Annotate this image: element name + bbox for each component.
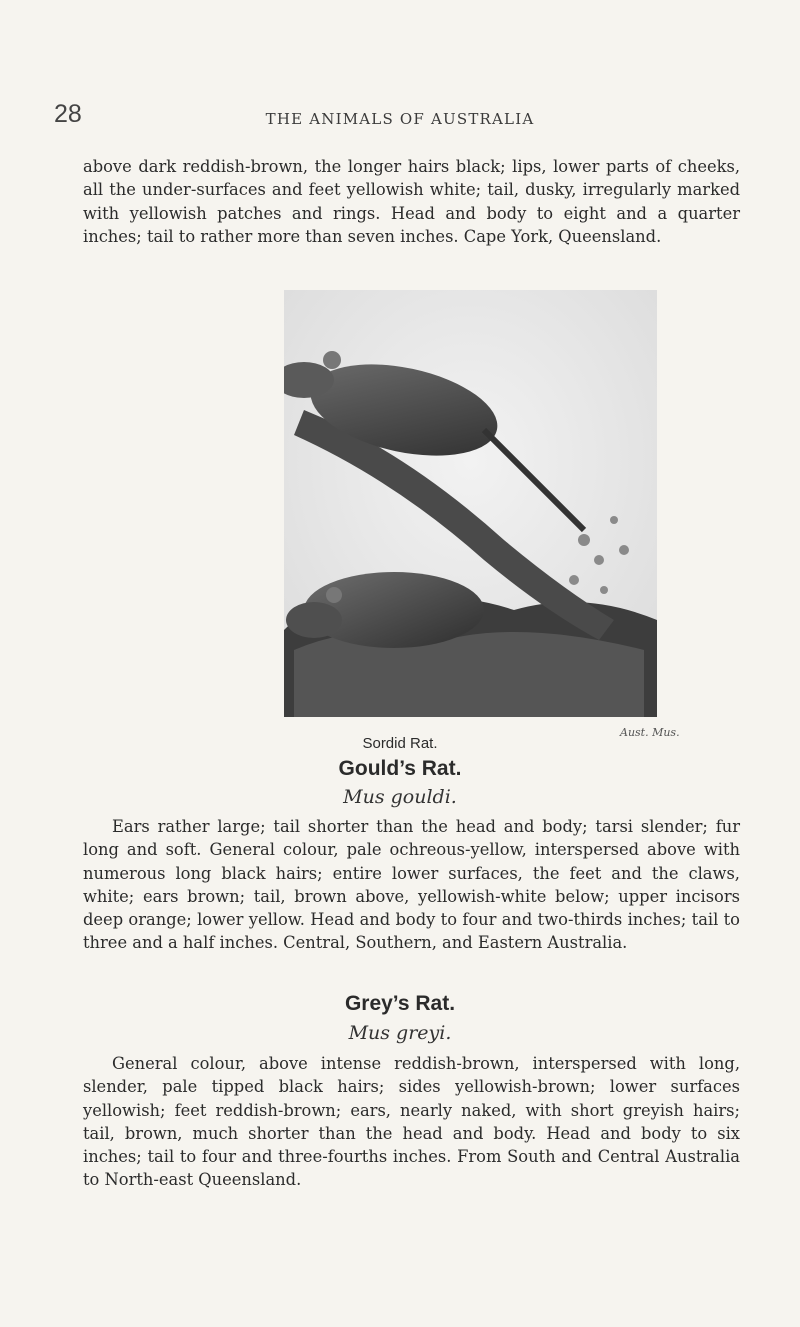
sordid-rat-photograph	[284, 290, 657, 717]
goulds-rat-description: Ears rather large; tail shorter than the head and body; tarsi slender; fur long and soft. General colour, pale ochreous-yellow, interspersed above with numerous long black hairs; entire lower surfaces, the feet and the claws, white; ears brown; tail, brown above, yellowish-white below; upper incisors deep orange; lower yellow. Head and body to four and two-thirds inches; tail to three and a half inches. Central, Southern, and Eastern Australia.	[83, 817, 740, 953]
figure-caption: Sordid Rat.	[362, 735, 438, 752]
greys-rat-description: General colour, above intense reddish-brown, interspersed with long, slender, pale tipped black hairs; sides yellowish-brown; lower surfaces yellowish; feet reddish-brown; ears, nearly naked, with short greyish hairs; tail, brown, much shorter than the head and body. Head and body to six inches; tail to four and three-fourths inches. From South and Central Australia to North-east Queensland.	[83, 1054, 740, 1190]
section-heading-goulds-rat: Gould’s Rat.	[338, 757, 462, 780]
paragraph-continuation: above dark reddish-brown, the longer hairs black; lips, lower parts of cheeks, all the under-surfaces and feet yellowish white; tail, dusky, irregularly marked with yellowish patches and rings. Head and body to eight and a quarter inches; tail to rather more than seven inches. Cape York, Queensland.	[83, 157, 740, 246]
latin-name-mus-gouldi: Mus gouldi.	[343, 786, 457, 808]
latin-name-mus-greyi: Mus greyi.	[348, 1022, 452, 1044]
page-number: 28	[54, 100, 82, 128]
section-heading-greys-rat: Grey’s Rat.	[344, 992, 456, 1015]
running-head: THE ANIMALS OF AUSTRALIA	[265, 110, 535, 128]
photo-credit: Aust. Mus.	[620, 726, 680, 739]
